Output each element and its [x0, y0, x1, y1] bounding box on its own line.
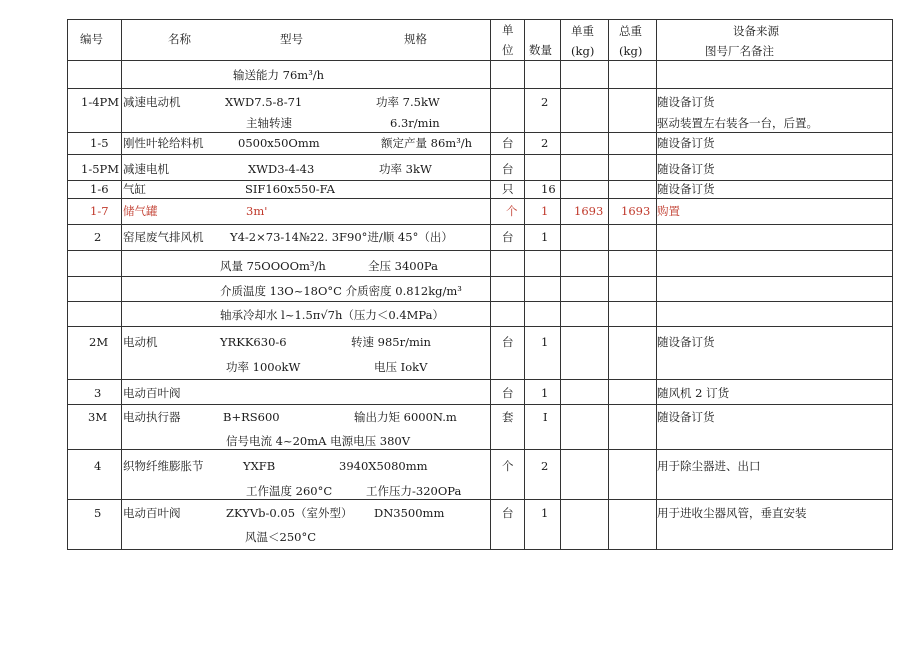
row-divider	[68, 326, 892, 327]
row-divider	[68, 449, 892, 450]
row-divider	[68, 404, 892, 405]
row-no: 2M	[89, 335, 109, 349]
row-spec: 输送能力 76m³/h	[233, 68, 325, 82]
col-divider	[608, 20, 609, 549]
header-total-weight-kg: (kg)	[619, 44, 643, 58]
row-source: 随设备订货	[657, 182, 715, 196]
row-divider	[68, 276, 892, 277]
row-source: 驱动装置左右装各一台，后置。	[657, 116, 818, 130]
row-unit: 只	[502, 182, 514, 196]
row-qty: 2	[541, 136, 549, 150]
row-spec: 功率 3kW	[379, 162, 432, 176]
row-divider	[68, 301, 892, 302]
header-source-note: 图号厂名备注	[705, 44, 774, 58]
row-divider	[68, 132, 892, 133]
row-qty: 1	[541, 506, 549, 520]
equipment-table	[67, 19, 893, 550]
row-no: 1-5	[90, 136, 109, 150]
row-spec: 工作压力-320OPa	[366, 484, 462, 498]
row-model: YXFB	[243, 459, 276, 473]
header-unit: 单	[502, 23, 514, 37]
col-divider	[524, 20, 525, 549]
row-name: 窑尾废气排风机	[123, 230, 204, 244]
row-divider	[68, 180, 892, 181]
row-spec: 3940X5080mm	[339, 459, 428, 473]
row-unit: 套	[502, 410, 514, 424]
row-spec: 全压 3400Pa	[368, 259, 438, 273]
row-source: 用于除尘器进、出口	[657, 459, 761, 473]
row-name: 减速电机	[123, 162, 169, 176]
row-spec: 功率 7.5kW	[376, 95, 440, 109]
header-unit-weight: 单重	[571, 24, 594, 38]
row-qty: 16	[541, 182, 556, 196]
row-divider	[68, 499, 892, 500]
row-name: 储气罐	[123, 204, 158, 218]
col-divider	[121, 20, 122, 549]
row-model: 轴承冷却水 l~1.5π√7h（压力＜0.4MPa）	[220, 308, 445, 322]
row-source: 随设备订货	[657, 136, 715, 150]
row-name: 电动机	[123, 335, 158, 349]
row-unit: 台	[502, 162, 514, 176]
col-divider	[490, 20, 491, 549]
row-source: 随设备订货	[657, 410, 715, 424]
row-model: 功率 100okW	[226, 360, 301, 374]
row-no: 3M	[88, 410, 108, 424]
row-unit: 台	[502, 335, 514, 349]
row-divider	[68, 88, 892, 89]
row-model: YRKK630-6	[220, 335, 287, 349]
row-unit: 个	[506, 204, 518, 218]
row-spec: 6.3r/min	[390, 116, 440, 130]
row-divider	[68, 60, 892, 61]
row-divider	[68, 379, 892, 380]
row-no: 1-4PM	[81, 95, 120, 109]
row-model: 3m'	[246, 204, 268, 218]
row-qty: 1	[541, 204, 549, 218]
row-name: 刚性叶轮给料机	[123, 136, 204, 150]
row-total-weight: 1693	[621, 204, 651, 218]
row-divider	[68, 250, 892, 251]
row-name: 气缸	[123, 182, 146, 196]
row-qty: 2	[541, 459, 549, 473]
row-unit: 台	[502, 230, 514, 244]
row-no: 4	[94, 459, 102, 473]
row-spec: 转速 985r/min	[351, 335, 431, 349]
row-divider	[68, 198, 892, 199]
row-source: 随风机 2 订货	[657, 386, 730, 400]
row-qty: 1	[541, 386, 549, 400]
row-name: 电动百叶阀	[123, 506, 181, 520]
row-model: Y4-2×73-14№22. 3F90°进/顺 45°（出）	[230, 230, 453, 244]
header-no: 编号	[80, 32, 103, 46]
row-source: 用于进收尘器风管，垂直安装	[657, 506, 807, 520]
row-qty: I	[543, 410, 548, 424]
row-no: 1-6	[90, 182, 109, 196]
row-qty: 1	[541, 230, 549, 244]
row-model: XWD7.5-8-71	[225, 95, 303, 109]
row-model: 0500x50Omm	[238, 136, 320, 150]
row-model: 介质温度 13O~18O°C 介质密度 0.812kg/m³	[220, 284, 462, 298]
row-name: 电动执行器	[123, 410, 181, 424]
row-model: 信号电流 4~20mA 电源电压 380V	[226, 434, 411, 448]
row-source: 购置	[657, 204, 680, 218]
row-spec: 输出力矩 6000N.m	[354, 410, 457, 424]
header-unit-weight-kg: (kg)	[571, 44, 595, 58]
row-source: 随设备订货	[657, 95, 715, 109]
header-unit: 位	[502, 43, 514, 57]
row-source: 随设备订货	[657, 162, 715, 176]
row-qty: 1	[541, 335, 549, 349]
row-divider	[68, 154, 892, 155]
row-unit: 台	[502, 506, 514, 520]
row-name: 织物纤维膨胀节	[123, 459, 204, 473]
row-no: 1-7	[90, 204, 109, 218]
row-model: 主轴转速	[246, 116, 292, 130]
row-model: 工作温度 260°C	[246, 484, 333, 498]
row-model: SIF160x550-FA	[245, 182, 335, 196]
row-unit: 台	[502, 136, 514, 150]
row-no: 2	[94, 230, 102, 244]
header-model: 型号	[280, 32, 303, 46]
header-spec: 规格	[404, 32, 427, 46]
row-no: 3	[94, 386, 102, 400]
row-no: 5	[94, 506, 102, 520]
row-model: B+RS600	[223, 410, 280, 424]
row-unit-weight: 1693	[574, 204, 604, 218]
row-spec: DN3500mm	[374, 506, 445, 520]
row-name: 减速电动机	[123, 95, 181, 109]
header-source: 设备来源	[733, 24, 779, 38]
row-model: 风量 75OOOOm³/h	[220, 259, 326, 273]
row-unit: 个	[502, 459, 514, 473]
row-no: 1-5PM	[81, 162, 120, 176]
row-qty: 2	[541, 95, 549, 109]
header-qty: 数量	[529, 43, 552, 57]
col-divider	[560, 20, 561, 549]
header-total-weight: 总重	[619, 24, 642, 38]
row-name: 电动百叶阀	[123, 386, 181, 400]
row-source: 随设备订货	[657, 335, 715, 349]
row-spec: 电压 IokV	[374, 360, 428, 374]
row-divider	[68, 224, 892, 225]
row-model: XWD3-4-43	[248, 162, 315, 176]
row-model: 风温＜250°C	[245, 530, 316, 544]
row-spec: 额定产量 86m³/h	[381, 136, 473, 150]
row-unit: 台	[502, 386, 514, 400]
header-name: 名称	[168, 32, 191, 46]
row-model: ZKYVb-0.05（室外型）	[226, 506, 353, 520]
